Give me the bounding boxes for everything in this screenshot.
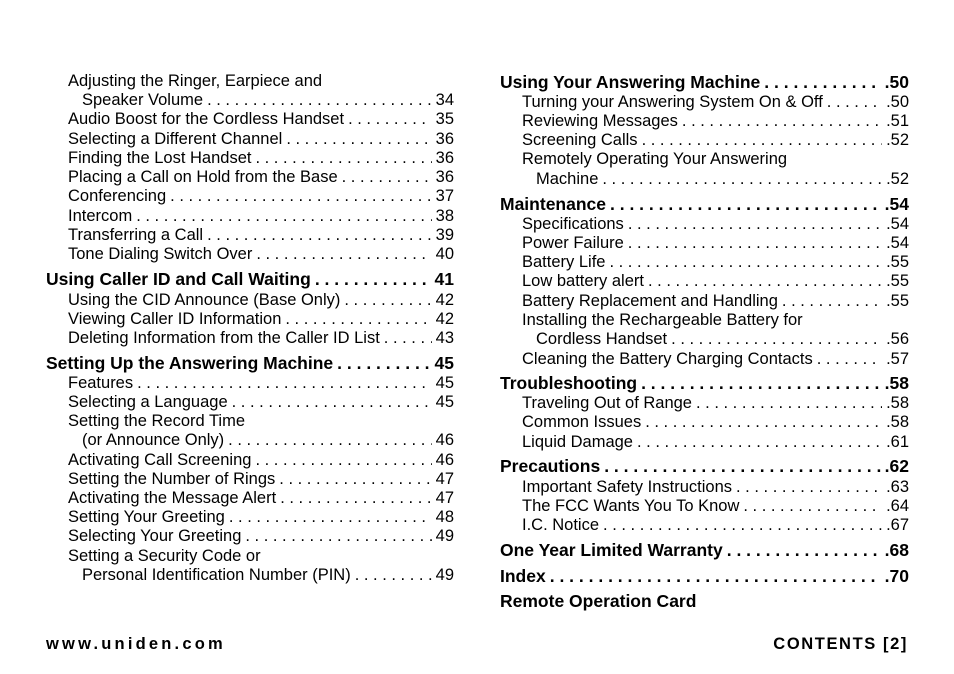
toc-entry[interactable] <box>522 478 909 497</box>
toc-entry-title: Reviewing Messages <box>522 112 678 130</box>
toc-page-number: .52 <box>886 170 909 188</box>
toc-dot-leader <box>637 433 882 452</box>
toc-entry[interactable] <box>68 187 454 206</box>
toc-section-heading[interactable] <box>500 567 909 586</box>
toc-dot-leader <box>609 253 882 272</box>
toc-entry-title: Screening Calls <box>522 131 638 149</box>
toc-dot-leader <box>550 567 881 586</box>
toc-page-number: 47 <box>435 470 454 488</box>
toc-entry-title: Audio Boost for the Cordless Handset <box>68 110 345 128</box>
toc-entry-title: Transferring a Call <box>68 226 204 244</box>
toc-entry[interactable] <box>82 566 454 585</box>
toc-page-number: .62 <box>884 456 909 476</box>
toc-entry[interactable] <box>522 394 909 413</box>
toc-entry[interactable] <box>68 547 454 566</box>
toc-entry[interactable] <box>68 451 454 470</box>
footer-section-label: CONTENTS [2] <box>773 635 908 653</box>
toc-dot-leader <box>384 329 432 348</box>
toc-page-number: .50 <box>884 72 909 92</box>
toc-dot-leader <box>342 168 432 187</box>
toc-entry[interactable] <box>68 207 454 226</box>
toc-dot-leader <box>232 393 432 412</box>
toc-dot-leader <box>764 73 880 92</box>
toc-entry-title: Setting the Number of Rings <box>68 470 276 488</box>
toc-entry-title: Activating Call Screening <box>68 451 252 469</box>
toc-dot-leader <box>255 451 431 470</box>
toc-entry[interactable] <box>522 215 909 234</box>
toc-entry[interactable] <box>522 497 909 516</box>
toc-entry[interactable] <box>68 130 454 149</box>
toc-dot-leader <box>228 431 431 450</box>
toc-entry-title: Precautions <box>500 456 601 476</box>
toc-dot-leader <box>229 508 432 527</box>
toc-entry[interactable] <box>522 272 909 291</box>
toc-dot-leader <box>628 234 882 253</box>
toc-entry-title: Selecting a Different Channel <box>68 130 283 148</box>
toc-entry-title: Deleting Information from the Caller ID List <box>68 329 380 347</box>
toc-page-number: 36 <box>435 149 454 167</box>
toc-page-number: .55 <box>886 253 909 271</box>
toc-page-number: 42 <box>435 291 454 309</box>
toc-entry[interactable] <box>522 350 909 369</box>
toc-page-number: 46 <box>435 431 454 449</box>
toc-page-number: 41 <box>434 269 454 289</box>
toc-entry[interactable] <box>68 245 454 264</box>
toc-page-number: 43 <box>435 329 454 347</box>
toc-dot-leader <box>207 226 432 245</box>
toc-entry[interactable] <box>68 374 454 393</box>
toc-dot-leader <box>817 350 882 369</box>
toc-entry[interactable] <box>68 412 454 431</box>
toc-page-number: .55 <box>886 292 909 310</box>
toc-entry-title: Using Caller ID and Call Waiting <box>46 269 311 289</box>
toc-entry-title: Battery Life <box>522 253 606 271</box>
toc-entry-title: Maintenance <box>500 194 606 214</box>
toc-entry[interactable] <box>68 72 454 91</box>
toc-page-number: .58 <box>886 413 909 431</box>
toc-entry[interactable] <box>522 433 909 452</box>
toc-entry-title: Using Your Answering Machine <box>500 72 761 92</box>
toc-dot-leader <box>137 374 432 393</box>
toc-page-number: .55 <box>886 272 909 290</box>
toc-section-heading[interactable] <box>500 541 909 560</box>
toc-dot-leader <box>603 516 882 535</box>
toc-dot-leader <box>604 457 880 476</box>
toc-entry-title: Adjusting the Ringer, Earpiece and <box>68 72 323 90</box>
toc-dot-leader <box>355 566 432 585</box>
footer-website[interactable]: www.uniden.com <box>46 635 226 653</box>
toc-dot-leader <box>648 272 882 291</box>
toc-section-heading[interactable] <box>46 354 454 373</box>
toc-page-number: 36 <box>435 130 454 148</box>
toc-page-number: 46 <box>435 451 454 469</box>
toc-entry[interactable] <box>68 110 454 129</box>
toc-page-number: .61 <box>886 433 909 451</box>
toc-entry[interactable] <box>68 470 454 489</box>
toc-entry-title: Setting the Record Time <box>68 412 246 430</box>
toc-page-number: 45 <box>435 393 454 411</box>
toc-entry[interactable] <box>522 150 909 169</box>
toc-dot-leader <box>628 215 882 234</box>
toc-entry-title: I.C. Notice <box>522 516 600 534</box>
toc-entry[interactable] <box>522 234 909 253</box>
toc-page-number: .57 <box>886 350 909 368</box>
toc-entry-title: Speaker Volume <box>82 91 204 109</box>
toc-dot-leader <box>671 330 882 349</box>
toc-entry-title: Placing a Call on Hold from the Base <box>68 168 338 186</box>
toc-entry-title: Conferencing <box>68 187 167 205</box>
toc-entry-title: Liquid Damage <box>522 433 633 451</box>
toc-dot-leader <box>337 354 430 373</box>
toc-dot-leader <box>645 413 882 432</box>
toc-entry[interactable] <box>522 292 909 311</box>
toc-page-number: 35 <box>435 110 454 128</box>
toc-dot-leader <box>348 110 432 129</box>
toc-entry[interactable] <box>536 170 909 189</box>
toc-dot-leader <box>736 478 882 497</box>
toc-page-number: 36 <box>435 168 454 186</box>
toc-dot-leader <box>136 207 431 226</box>
toc-entry-title: Traveling Out of Range <box>522 394 692 412</box>
toc-page-number: .54 <box>884 194 909 214</box>
toc-page-number: .54 <box>886 234 909 252</box>
toc-page-number: 38 <box>435 207 454 225</box>
toc-page-number: 49 <box>435 566 454 584</box>
toc-dot-leader <box>344 291 431 310</box>
toc-entry-title: Finding the Lost Handset <box>68 149 252 167</box>
toc-dot-leader <box>642 131 883 150</box>
toc-page-number: 49 <box>435 527 454 545</box>
toc-entry-title: Setting Your Greeting <box>68 508 225 526</box>
toc-dot-leader <box>827 93 882 112</box>
toc-entry[interactable] <box>522 311 909 330</box>
toc-page-number: .63 <box>886 478 909 496</box>
toc-section-heading[interactable] <box>500 195 909 214</box>
toc-entry-title: (or Announce Only) <box>82 431 225 449</box>
toc-page-number: 45 <box>435 374 454 392</box>
toc-entry-title: Power Failure <box>522 234 624 252</box>
toc-page-number: .54 <box>886 215 909 233</box>
toc-entry[interactable] <box>522 112 909 131</box>
toc-entry-title: Installing the Rechargeable Battery for <box>522 311 803 329</box>
toc-page-number: .58 <box>886 394 909 412</box>
toc-entry[interactable] <box>522 516 909 535</box>
toc-dot-leader <box>610 195 881 214</box>
toc-dot-leader <box>170 187 431 206</box>
toc-entry-title: Tone Dialing Switch Over <box>68 245 253 263</box>
toc-dot-leader <box>641 374 881 393</box>
toc-entry[interactable] <box>68 226 454 245</box>
toc-entry[interactable] <box>522 253 909 272</box>
toc-entry-title: Specifications <box>522 215 624 233</box>
toc-entry-title: Machine <box>536 170 599 188</box>
toc-entry-title: Index <box>500 566 546 586</box>
toc-entry-title: Features <box>68 374 134 392</box>
toc-dot-leader <box>256 245 431 264</box>
toc-entry-title: Using the CID Announce (Base Only) <box>68 291 341 309</box>
toc-page-number: .67 <box>886 516 909 534</box>
toc-entry-title: Setting Up the Answering Machine <box>46 353 334 373</box>
toc-entry[interactable] <box>82 431 454 450</box>
toc-page-number: 47 <box>435 489 454 507</box>
toc-entry-title: Personal Identification Number (PIN) <box>82 566 351 584</box>
toc-entry-title: Important Safety Instructions <box>522 478 733 496</box>
toc-page-number: .50 <box>886 93 909 111</box>
toc-entry-title: Activating the Message Alert <box>68 489 277 507</box>
toc-dot-leader <box>286 130 431 149</box>
toc-dot-leader <box>245 527 431 546</box>
toc-page-number: .68 <box>884 540 909 560</box>
toc-page-number: .52 <box>886 131 909 149</box>
toc-entry[interactable] <box>68 393 454 412</box>
toc-entry[interactable] <box>68 291 454 310</box>
toc-entry[interactable] <box>536 330 909 349</box>
toc-page-number: 39 <box>435 226 454 244</box>
toc-entry[interactable] <box>82 91 454 110</box>
toc-entry[interactable] <box>68 329 454 348</box>
toc-entry-title: Selecting a Language <box>68 393 228 411</box>
toc-entry-title: The FCC Wants You To Know <box>522 497 740 515</box>
toc-entry[interactable] <box>68 149 454 168</box>
toc-entry-title: Troubleshooting <box>500 373 638 393</box>
toc-dot-leader <box>285 310 431 329</box>
toc-entry-title: Viewing Caller ID Information <box>68 310 282 328</box>
toc-page-number: 37 <box>435 187 454 205</box>
toc-dot-leader <box>207 91 432 110</box>
toc-entry-title: Low battery alert <box>522 272 644 290</box>
toc-dot-leader <box>280 489 431 508</box>
toc-dot-leader <box>696 394 882 413</box>
toc-section-heading[interactable] <box>500 592 909 611</box>
toc-section-heading[interactable] <box>46 270 454 289</box>
toc-dot-leader <box>315 270 431 289</box>
toc-dot-leader <box>279 470 431 489</box>
toc-entry-title: Battery Replacement and Handling <box>522 292 778 310</box>
toc-entry[interactable] <box>522 413 909 432</box>
toc-entry[interactable] <box>68 489 454 508</box>
toc-entry-title: Intercom <box>68 207 133 225</box>
toc-page-number: 34 <box>435 91 454 109</box>
toc-entry[interactable] <box>68 527 454 546</box>
toc-section-heading[interactable] <box>500 457 909 476</box>
toc-entry-title: Selecting Your Greeting <box>68 527 242 545</box>
toc-dot-leader <box>602 170 882 189</box>
toc-entry-title: Remotely Operating Your Answering <box>522 150 788 168</box>
toc-page-number: .51 <box>886 112 909 130</box>
toc-page-number: .70 <box>884 566 909 586</box>
toc-entry-title: One Year Limited Warranty <box>500 540 723 560</box>
toc-entry[interactable] <box>522 131 909 150</box>
toc-dot-leader <box>782 292 882 311</box>
toc-entry-title: Cleaning the Battery Charging Contacts <box>522 350 813 368</box>
toc-page-number: .58 <box>884 373 909 393</box>
toc-entry-title: Setting a Security Code or <box>68 547 261 565</box>
toc-page-number: .64 <box>886 497 909 515</box>
toc-entry-title: Cordless Handset <box>536 330 668 348</box>
toc-page-number: 42 <box>435 310 454 328</box>
toc-entry-title: Common Issues <box>522 413 642 431</box>
toc-entry[interactable] <box>68 310 454 329</box>
toc-entry-title: Remote Operation Card <box>500 591 697 611</box>
toc-dot-leader <box>743 497 882 516</box>
toc-dot-leader <box>727 541 881 560</box>
toc-page-number: .56 <box>886 330 909 348</box>
toc-entry[interactable] <box>522 93 909 112</box>
toc-page-number: 48 <box>435 508 454 526</box>
toc-dot-leader <box>255 149 431 168</box>
toc-entry-title: Turning your Answering System On & Off <box>522 93 823 111</box>
toc-dot-leader <box>682 112 882 131</box>
toc-section-heading[interactable] <box>500 73 909 92</box>
toc-entry[interactable] <box>68 508 454 527</box>
toc-page-number: 45 <box>434 353 454 373</box>
toc-section-heading[interactable] <box>500 374 909 393</box>
toc-page-number: 40 <box>435 245 454 263</box>
toc-entry[interactable] <box>68 168 454 187</box>
